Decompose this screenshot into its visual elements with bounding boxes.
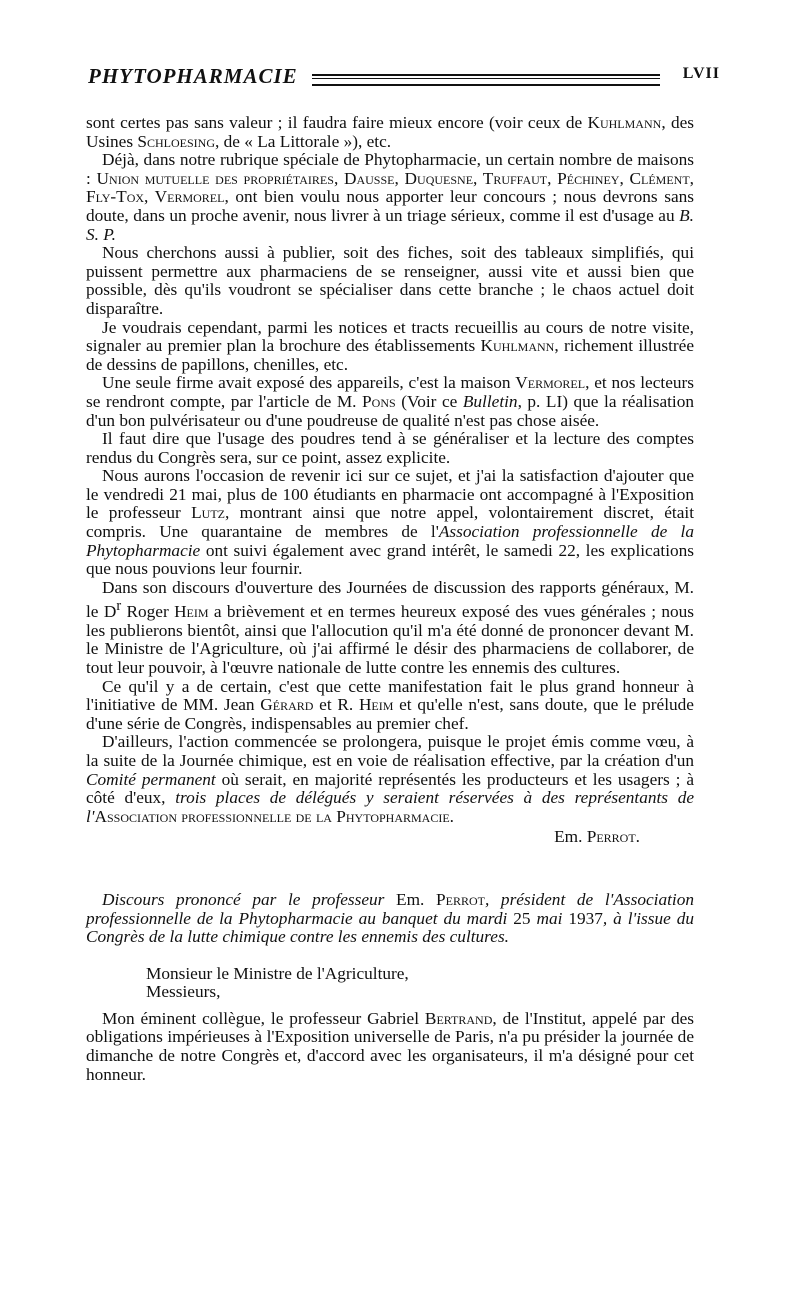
paragraph-6: Il faut dire que l'usage des poudres tend à se généraliser et la lecture des comptes rendus du Congrès sera, sur ce point, assez explicite. [86,429,694,467]
header-rule [312,74,660,86]
paragraph-1: sont certes pas sans valeur ; il faudra faire mieux encore (voir ceux de Kuhlmann, des Usines Schloesing, de « La Littorale »), etc. [86,113,694,151]
article-text [86,114,694,1084]
page-header [88,64,720,100]
paragraph-10: D'ailleurs, l'action commencée se prolongera, puisque le projet émis comme vœu, à la suite de la Journée chimique, est en voie de réalisation effective, par la création d'un Comité permanent où serait, en majorité représentés les producteurs et les usagers ; à côté d'eux, trois places de délégués y seraient réservées à des représentants de l'Association professionnelle de la Phytopharmacie. [86,732,695,826]
paragraph-2: Déjà, dans notre rubrique spéciale de Phytopharmacie, un certain nombre de maisons : Union mutuelle des propriétaires, Dausse, Duquesne, Truffaut, Péchiney, Clément, Fly-Tox, Vermorel, ont bien voulu nous apporter leur concours ; nous devrons sans doute, dans un proche avenir, nous livrer à un triage sérieux, comme il est d'usage au B. S. P. [86,150,695,244]
paragraph-3: Nous cherchons aussi à publier, soit des fiches, soit des tableaux simplifiés, qui puissent permettre aux pharmaciens de se renseigner, aussi vite et aussi bien que possible, dès qu'ils voudront se spécialiser dans cette branche ; le chaos actuel doit disparaître. [86,243,694,318]
signature: Em. Perrot. [554,827,640,847]
paragraph-4: Je voudrais cependant, parmi les notices et tracts recueillis au cours de notre visite, signaler au premier plan la brochure des établissements Kuhlmann, richement illustrée de dessins de papillons, chenilles, etc. [86,317,694,374]
paragraph-5: Une seule firme avait exposé des appareils, c'est la maison Vermorel, et nos lecteurs se rendront compte, par l'article de M. Pons (Voir ce Bulletin, p. LI) que la réalisation d'un bon pulvérisateur ou d'une poudreuse de qualité n'est pas chose aisée. [86,373,694,430]
paragraph-11: Mon éminent collègue, le professeur Gabriel Bertrand, de l'Institut, appelé par des obligations impérieuses à l'Exposition universelle de Paris, n'a pu présider la journée de dimanche de notre Congrès et, d'accord avec les organisateurs, il m'a désigné pour cet honneur. [86,1008,694,1084]
page-number: LVII [682,65,720,82]
speech-introduction: Discours prononcé par le professeur Em. Perrot, président de l'Association professionnelle de la Phytopharmacie au banquet du mardi 25 mai 1937, à l'issue du Congrès de la lutte chimique contre les ennemis des cultures. [86,889,695,947]
paragraph-9: Ce qu'il y a de certain, c'est que cette manifestation fait le plus grand honneur à l'initiative de MM. Jean Gérard et R. Heim et qu'elle n'est, sans doute, que le prélude d'une série de Congrès, indispensables au premier chef. [86,676,694,733]
paragraph-8: Dans son discours d'ouverture des Journées de discussion des rapports généraux, M. le $D^r$ Roger Heim a brièvement et en termes heureux exposé des vues générales ; nous les publierons bientôt, ainsi que l'allocution qu'il m'a été donné de prononcer devant M. le Ministre de l'Agriculture, où j'ai affirmé le désir des pharmaciens de collaborer, de tout leur pouvoir, à l'œuvre nationale de lutte contre les ennemis des cultures. [86,577,695,677]
paragraph-7: Nous aurons l'occasion de revenir ici sur ce sujet, et j'ai la satisfaction d'ajouter que le vendredi 21 mai, plus de 100 étudiants en pharmacie ont accompagné à l'Exposition le professeur Lutz, montrant ainsi que notre appel, volontairement discret, était compris. Une quarantaine de membres de l'Association professionnelle de la Phytopharmacie ont suivi également avec grand intérêt, le samedi 22, les explications que nous pouvions leur fournir. [86,466,694,579]
running-title: PHYTOPHARMACIE [88,64,298,88]
salutation: Monsieur le Ministre de l'Agriculture, Messieurs, [146,963,409,1002]
